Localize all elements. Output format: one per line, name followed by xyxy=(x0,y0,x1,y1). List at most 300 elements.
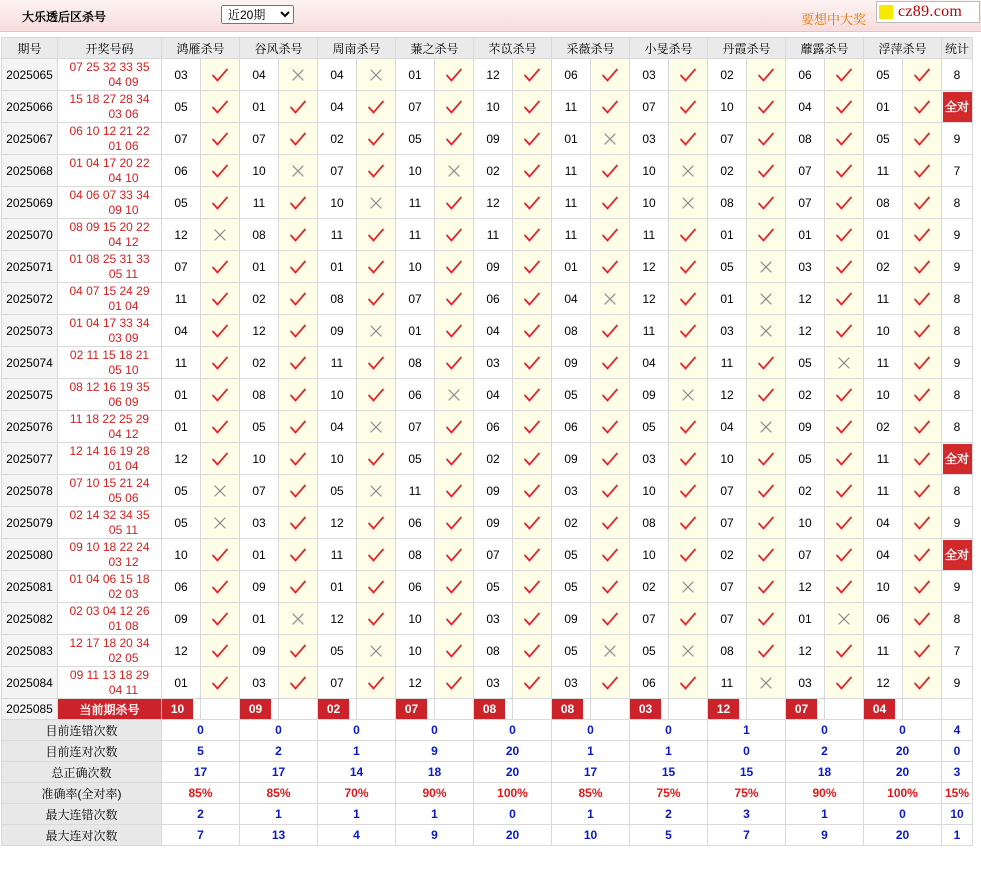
result-cell xyxy=(903,379,942,411)
back-numbers: 01 08 xyxy=(108,618,139,633)
kill-number: 12 xyxy=(162,219,201,251)
table-row xyxy=(2,507,973,539)
result-cell xyxy=(825,667,864,699)
result-cell xyxy=(669,123,708,155)
check-icon xyxy=(601,515,619,531)
kill-number: 12 xyxy=(786,283,825,315)
kill-number: 07 xyxy=(786,155,825,187)
result-cell xyxy=(825,571,864,603)
kill-number: 05 xyxy=(318,475,357,507)
result-cell xyxy=(669,443,708,475)
summary-value: 85% xyxy=(162,783,240,804)
check-icon xyxy=(835,291,853,307)
kill-number: 06 xyxy=(786,59,825,91)
result-cell xyxy=(669,571,708,603)
check-icon xyxy=(601,611,619,627)
check-icon xyxy=(445,131,463,147)
result-cell xyxy=(357,187,396,219)
check-icon xyxy=(289,547,307,563)
current-kill-spacer xyxy=(279,699,318,720)
kill-number: 12 xyxy=(786,635,825,667)
check-icon xyxy=(523,579,541,595)
back-numbers: 04 12 xyxy=(108,426,139,441)
check-icon xyxy=(913,387,931,403)
result-cell xyxy=(279,507,318,539)
cross-icon xyxy=(289,67,307,83)
result-cell xyxy=(825,347,864,379)
check-icon xyxy=(289,131,307,147)
kill-number: 02 xyxy=(240,347,279,379)
cross-icon xyxy=(679,195,697,211)
col-header-expert: 谷风杀号 xyxy=(240,38,318,59)
col-header-expert: 浮萍杀号 xyxy=(864,38,942,59)
row-stat: 9 xyxy=(942,251,973,283)
kill-number: 11 xyxy=(864,283,903,315)
issue-number: 2025080 xyxy=(2,539,58,571)
kill-number: 11 xyxy=(864,443,903,475)
kill-number: 10 xyxy=(630,155,669,187)
current-kill-spacer xyxy=(201,699,240,720)
kill-number-table xyxy=(1,37,973,846)
summary-value: 0 xyxy=(552,720,630,741)
result-cell xyxy=(435,187,474,219)
cross-icon xyxy=(367,67,385,83)
back-numbers: 01 04 xyxy=(108,458,139,473)
table-row xyxy=(2,635,973,667)
result-cell xyxy=(669,219,708,251)
check-icon xyxy=(211,291,229,307)
kill-number: 04 xyxy=(552,283,591,315)
check-icon xyxy=(913,323,931,339)
summary-value: 85% xyxy=(552,783,630,804)
kill-number: 06 xyxy=(396,571,435,603)
kill-number: 08 xyxy=(240,379,279,411)
check-icon xyxy=(523,675,541,691)
table-row xyxy=(2,315,973,347)
result-cell xyxy=(279,379,318,411)
check-icon xyxy=(835,323,853,339)
check-icon xyxy=(445,515,463,531)
current-kill-number: 07 xyxy=(396,699,427,719)
result-cell xyxy=(201,123,240,155)
all-correct-badge: 全对 xyxy=(943,92,972,122)
table-row xyxy=(2,155,973,187)
check-icon xyxy=(367,163,385,179)
result-cell xyxy=(513,571,552,603)
issue-number: 2025082 xyxy=(2,603,58,635)
period-select[interactable] xyxy=(221,5,294,24)
kill-number: 06 xyxy=(162,155,201,187)
summary-label: 目前连对次数 xyxy=(2,741,162,762)
kill-number: 05 xyxy=(864,123,903,155)
check-icon xyxy=(835,675,853,691)
check-icon xyxy=(679,547,697,563)
summary-stat: 3 xyxy=(942,762,973,783)
summary-value: 7 xyxy=(162,825,240,846)
kill-number: 11 xyxy=(162,347,201,379)
check-icon xyxy=(913,67,931,83)
check-icon xyxy=(445,323,463,339)
kill-number: 06 xyxy=(474,283,513,315)
kill-number: 02 xyxy=(552,507,591,539)
summary-value: 9 xyxy=(396,741,474,762)
back-numbers: 02 03 xyxy=(108,586,139,601)
draw-numbers xyxy=(58,539,162,571)
current-kill-cell xyxy=(864,699,903,720)
summary-value: 18 xyxy=(786,762,864,783)
check-icon xyxy=(913,163,931,179)
all-correct-badge: 全对 xyxy=(943,444,972,474)
result-cell xyxy=(747,251,786,283)
kill-number: 02 xyxy=(708,539,747,571)
kill-number: 08 xyxy=(474,635,513,667)
check-icon xyxy=(679,131,697,147)
result-cell xyxy=(669,155,708,187)
check-icon xyxy=(835,515,853,531)
kill-number: 09 xyxy=(630,379,669,411)
check-icon xyxy=(211,547,229,563)
kill-number: 05 xyxy=(552,379,591,411)
check-icon xyxy=(757,67,775,83)
kill-number: 03 xyxy=(474,603,513,635)
kill-number: 07 xyxy=(474,539,513,571)
kill-number: 04 xyxy=(318,411,357,443)
result-cell xyxy=(435,91,474,123)
kill-number: 10 xyxy=(864,571,903,603)
result-cell xyxy=(747,59,786,91)
back-numbers: 04 10 xyxy=(108,170,139,185)
row-stat: 8 xyxy=(942,379,973,411)
kill-number: 10 xyxy=(708,91,747,123)
kill-number: 12 xyxy=(318,603,357,635)
result-cell xyxy=(357,667,396,699)
kill-number: 05 xyxy=(396,443,435,475)
result-cell xyxy=(435,283,474,315)
col-header-numbers: 开奖号码 xyxy=(58,38,162,59)
front-numbers: 09 10 18 22 24 xyxy=(69,539,150,554)
current-kill-spacer xyxy=(591,699,630,720)
result-cell xyxy=(825,411,864,443)
kill-number: 07 xyxy=(708,571,747,603)
kill-number: 03 xyxy=(630,443,669,475)
check-icon xyxy=(445,99,463,115)
kill-number: 07 xyxy=(630,603,669,635)
check-icon xyxy=(211,67,229,83)
kill-number: 10 xyxy=(162,539,201,571)
result-cell xyxy=(747,187,786,219)
result-cell xyxy=(825,539,864,571)
check-icon xyxy=(601,67,619,83)
check-icon xyxy=(523,451,541,467)
issue-number: 2025073 xyxy=(2,315,58,347)
check-icon xyxy=(289,99,307,115)
kill-number: 01 xyxy=(552,123,591,155)
kill-number: 12 xyxy=(318,507,357,539)
result-cell xyxy=(435,219,474,251)
kill-number: 04 xyxy=(162,315,201,347)
current-kill-cell xyxy=(786,699,825,720)
check-icon xyxy=(211,579,229,595)
kill-number: 01 xyxy=(318,571,357,603)
row-stat: 9 xyxy=(942,123,973,155)
kill-number: 01 xyxy=(552,251,591,283)
front-numbers: 12 17 18 20 34 xyxy=(69,635,150,650)
check-icon xyxy=(601,323,619,339)
kill-number: 08 xyxy=(630,507,669,539)
page-title: 大乐透后区杀号 xyxy=(22,10,107,24)
result-cell xyxy=(357,635,396,667)
result-cell xyxy=(591,507,630,539)
summary-value: 2 xyxy=(162,804,240,825)
result-cell xyxy=(825,59,864,91)
kill-number: 05 xyxy=(162,475,201,507)
check-icon xyxy=(913,547,931,563)
check-icon xyxy=(289,323,307,339)
summary-value: 1 xyxy=(708,720,786,741)
result-cell xyxy=(747,507,786,539)
current-kill-spacer xyxy=(747,699,786,720)
kill-number: 08 xyxy=(864,187,903,219)
kill-number: 02 xyxy=(864,411,903,443)
current-kill-cell xyxy=(396,699,435,720)
kill-number: 10 xyxy=(240,443,279,475)
draw-numbers xyxy=(58,379,162,411)
site-logo[interactable] xyxy=(876,1,980,23)
front-numbers: 11 18 22 25 29 xyxy=(69,411,150,426)
cross-icon xyxy=(367,483,385,499)
table-body xyxy=(2,59,973,846)
kill-number: 07 xyxy=(162,251,201,283)
check-icon xyxy=(757,387,775,403)
draw-numbers xyxy=(58,443,162,475)
kill-number: 12 xyxy=(708,379,747,411)
result-cell xyxy=(513,123,552,155)
issue-number: 2025081 xyxy=(2,571,58,603)
kill-number: 04 xyxy=(474,379,513,411)
current-kill-spacer xyxy=(903,699,942,720)
summary-row xyxy=(2,741,973,762)
result-cell xyxy=(903,667,942,699)
check-icon xyxy=(445,451,463,467)
kill-number: 06 xyxy=(162,571,201,603)
summary-value: 2 xyxy=(786,741,864,762)
kill-number: 11 xyxy=(552,219,591,251)
result-cell xyxy=(513,603,552,635)
result-cell xyxy=(279,443,318,475)
top-bar xyxy=(0,0,981,32)
kill-number: 07 xyxy=(708,475,747,507)
check-icon xyxy=(757,195,775,211)
result-cell xyxy=(357,91,396,123)
kill-number: 01 xyxy=(162,411,201,443)
front-numbers: 01 04 17 20 22 xyxy=(69,155,150,170)
result-cell xyxy=(669,91,708,123)
result-cell xyxy=(825,379,864,411)
summary-value: 100% xyxy=(474,783,552,804)
check-icon xyxy=(367,675,385,691)
slogan-link[interactable]: 要想中大奖 xyxy=(801,12,867,27)
kill-number: 08 xyxy=(396,347,435,379)
check-icon xyxy=(913,227,931,243)
check-icon xyxy=(523,163,541,179)
back-numbers: 06 09 xyxy=(108,394,139,409)
result-cell xyxy=(513,283,552,315)
kill-number: 01 xyxy=(396,315,435,347)
draw-numbers xyxy=(58,315,162,347)
kill-number: 08 xyxy=(708,635,747,667)
draw-numbers xyxy=(58,155,162,187)
kill-number: 10 xyxy=(708,443,747,475)
check-icon xyxy=(289,419,307,435)
kill-number: 02 xyxy=(786,475,825,507)
summary-value: 3 xyxy=(708,804,786,825)
check-icon xyxy=(679,67,697,83)
kill-number: 07 xyxy=(708,123,747,155)
kill-number: 02 xyxy=(474,155,513,187)
table-header-row xyxy=(2,38,973,59)
front-numbers: 01 04 17 33 34 xyxy=(69,315,150,330)
kill-number: 03 xyxy=(630,59,669,91)
result-cell xyxy=(669,59,708,91)
summary-label: 最大连错次数 xyxy=(2,804,162,825)
kill-number: 04 xyxy=(318,59,357,91)
result-cell xyxy=(591,283,630,315)
kill-number: 05 xyxy=(552,635,591,667)
result-cell xyxy=(825,315,864,347)
kill-number: 07 xyxy=(396,411,435,443)
result-cell xyxy=(825,123,864,155)
result-cell xyxy=(513,443,552,475)
current-kill-row xyxy=(2,699,973,720)
table-row xyxy=(2,347,973,379)
row-stat: 9 xyxy=(942,219,973,251)
col-header-expert: 丹霞杀号 xyxy=(708,38,786,59)
cross-icon xyxy=(601,643,619,659)
kill-number: 12 xyxy=(162,635,201,667)
result-cell xyxy=(201,539,240,571)
summary-value: 90% xyxy=(786,783,864,804)
result-cell xyxy=(669,315,708,347)
cross-icon xyxy=(367,323,385,339)
check-icon xyxy=(289,643,307,659)
result-cell xyxy=(279,635,318,667)
check-icon xyxy=(757,163,775,179)
cross-icon xyxy=(679,163,697,179)
col-header-expert: 芣苡杀号 xyxy=(474,38,552,59)
result-cell xyxy=(201,571,240,603)
kill-number: 05 xyxy=(474,571,513,603)
kill-number: 04 xyxy=(786,91,825,123)
kill-number: 04 xyxy=(240,59,279,91)
result-cell xyxy=(903,603,942,635)
table-row xyxy=(2,603,973,635)
check-icon xyxy=(913,99,931,115)
result-cell xyxy=(591,155,630,187)
kill-number: 09 xyxy=(240,571,279,603)
logo-square xyxy=(879,5,893,19)
kill-number: 09 xyxy=(240,635,279,667)
kill-number: 12 xyxy=(630,251,669,283)
check-icon xyxy=(679,99,697,115)
result-cell xyxy=(279,219,318,251)
result-cell xyxy=(825,187,864,219)
back-numbers: 05 11 xyxy=(108,522,139,537)
result-cell xyxy=(435,123,474,155)
kill-number: 03 xyxy=(162,59,201,91)
summary-value: 15 xyxy=(630,762,708,783)
result-cell xyxy=(279,283,318,315)
current-kill-number: 07 xyxy=(786,699,817,719)
result-cell xyxy=(903,219,942,251)
result-cell xyxy=(435,59,474,91)
draw-numbers xyxy=(58,475,162,507)
current-stat-cell xyxy=(942,699,973,720)
front-numbers: 15 18 27 28 34 xyxy=(69,91,150,106)
check-icon xyxy=(913,675,931,691)
check-icon xyxy=(913,611,931,627)
cross-icon xyxy=(601,131,619,147)
col-header-expert: 采薇杀号 xyxy=(552,38,630,59)
check-icon xyxy=(601,259,619,275)
kill-number: 11 xyxy=(318,219,357,251)
result-cell xyxy=(435,443,474,475)
result-cell xyxy=(357,251,396,283)
current-kill-number: 02 xyxy=(318,699,349,719)
current-kill-cell xyxy=(708,699,747,720)
issue-number: 2025077 xyxy=(2,443,58,475)
table-row xyxy=(2,443,973,475)
check-icon xyxy=(601,547,619,563)
check-icon xyxy=(679,291,697,307)
check-icon xyxy=(913,419,931,435)
kill-number: 10 xyxy=(396,603,435,635)
check-icon xyxy=(523,291,541,307)
result-cell xyxy=(201,155,240,187)
kill-number: 05 xyxy=(162,507,201,539)
kill-number: 12 xyxy=(240,315,279,347)
summary-value: 0 xyxy=(318,720,396,741)
result-cell xyxy=(357,315,396,347)
result-cell xyxy=(747,475,786,507)
kill-number: 10 xyxy=(864,315,903,347)
summary-value: 17 xyxy=(552,762,630,783)
result-cell xyxy=(201,187,240,219)
table-row xyxy=(2,283,973,315)
check-icon xyxy=(913,259,931,275)
front-numbers: 07 10 15 21 24 xyxy=(69,475,150,490)
cross-icon xyxy=(757,323,775,339)
check-icon xyxy=(679,227,697,243)
cross-icon xyxy=(445,387,463,403)
result-cell xyxy=(201,315,240,347)
kill-number: 11 xyxy=(396,475,435,507)
kill-number: 02 xyxy=(786,379,825,411)
kill-number: 11 xyxy=(396,187,435,219)
result-cell xyxy=(903,539,942,571)
result-cell xyxy=(357,443,396,475)
kill-number: 09 xyxy=(474,475,513,507)
current-kill-cell xyxy=(240,699,279,720)
current-kill-cell xyxy=(318,699,357,720)
result-cell xyxy=(357,539,396,571)
cross-icon xyxy=(835,355,853,371)
row-stat: 8 xyxy=(942,283,973,315)
summary-stat: 15% xyxy=(942,783,973,804)
kill-number: 02 xyxy=(708,59,747,91)
check-icon xyxy=(913,355,931,371)
check-icon xyxy=(913,579,931,595)
result-cell xyxy=(825,251,864,283)
